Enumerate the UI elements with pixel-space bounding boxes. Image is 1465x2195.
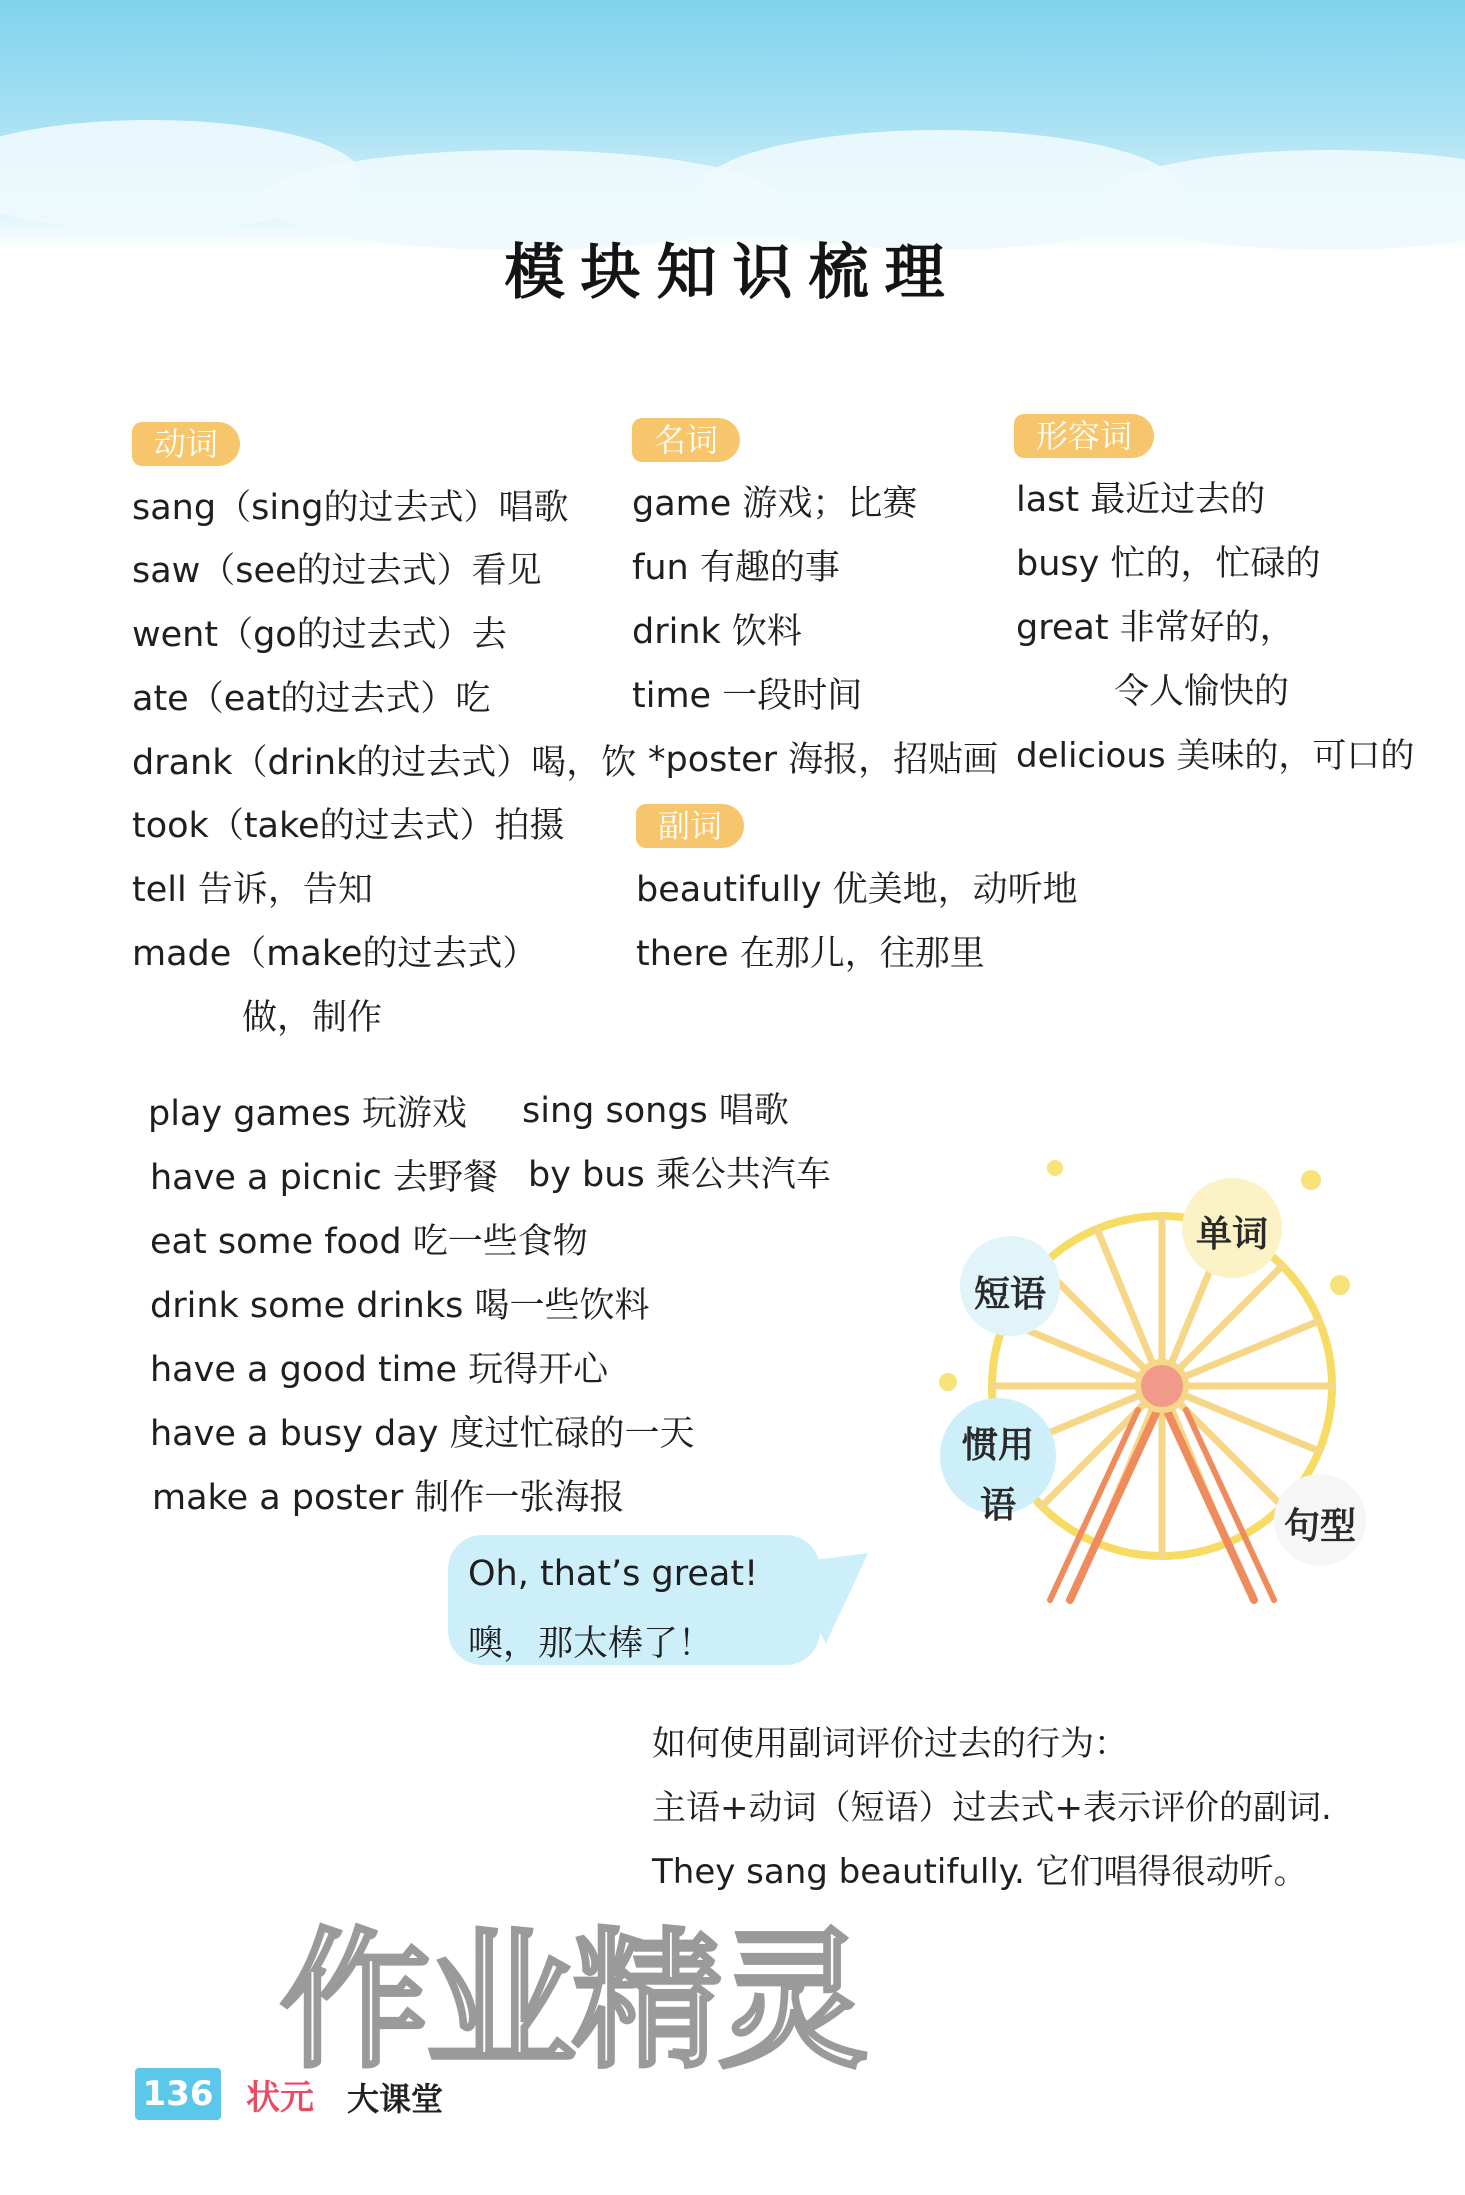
grammar-heading: 如何使用副词评价过去的行为： [652,1724,1128,1764]
page-number: 136 [135,2068,221,2120]
page-title: 模块知识梳理 [504,238,961,308]
phrase-item: eat some food 吃一些食物 [150,1222,588,1262]
verb-item: sang（sing的过去式）唱歌 [132,488,569,528]
wheel-label-words: 单词 [1195,1214,1268,1255]
bubble-english: Oh, that’s great! [468,1554,759,1594]
phrase-item: have a picnic 去野餐 [150,1158,499,1198]
noun-item: time 一段时间 [632,676,863,716]
watermark: 作业精灵 [280,1915,865,2089]
wheel-label-sentences: 句型 [1283,1506,1356,1547]
phrase-item: have a good time 玩得开心 [150,1350,609,1390]
tag-adverbs: 副词 [636,804,744,848]
noun-item: fun 有趣的事 [632,548,840,588]
phrase-item: by bus 乘公共汽车 [528,1155,831,1195]
phrase-item: drink some drinks 喝一些饮料 [150,1286,650,1326]
verb-item: drank（drink的过去式）喝，饮 [132,743,637,783]
phrase-item: play games 玩游戏 [148,1094,467,1134]
phrase-item: make a poster 制作一张海报 [152,1478,625,1518]
adjective-item: great 非常好的， [1016,608,1295,648]
brand-logo-text: 状元 [246,2078,314,2118]
adjective-item: delicious 美味的，可口的 [1016,736,1415,776]
noun-item: game 游戏；比赛 [632,484,918,524]
verb-item: made（make的过去式） [132,934,538,974]
ferris-wheel-diagram [900,1120,1370,1640]
adverb-item: beautifully 优美地，动听地 [636,870,1078,910]
phrase-item: sing songs 唱歌 [522,1091,789,1131]
ferris-wheel-icon [900,1120,1370,1640]
tag-nouns: 名词 [632,418,740,462]
brand-name: 大课堂 [347,2080,444,2118]
wheel-label-idioms: 惯用语 [961,1425,1034,1526]
wheel-label-phrases: 短语 [973,1274,1046,1315]
adverb-item: there 在那儿，往那里 [636,934,985,974]
adjective-item: 令人愉快的 [1114,672,1290,712]
verb-item: tell 告诉，告知 [132,870,373,910]
verb-item: ate（eat的过去式）吃 [132,679,491,719]
verb-item: took（take的过去式）拍摄 [132,806,565,846]
verb-item: went（go的过去式）去 [132,615,507,655]
phrase-item: have a busy day 度过忙碌的一天 [150,1414,695,1454]
grammar-rule: 主语+动词（短语）过去式+表示评价的副词. [652,1788,1332,1828]
adjective-item: last 最近过去的 [1016,480,1266,520]
verb-item: saw（see的过去式）看见 [132,551,542,591]
tag-adjectives: 形容词 [1014,414,1154,458]
verb-item: 做，制作 [242,998,383,1038]
noun-item: *poster 海报，招贴画 [648,740,999,780]
noun-item: drink 饮料 [632,612,802,652]
grammar-example: They sang beautifully. 它们唱得很动听。 [652,1852,1308,1892]
adjective-item: busy 忙的，忙碌的 [1016,544,1321,584]
tag-verbs: 动词 [132,422,240,466]
bubble-chinese: 噢，那太棒了！ [468,1624,714,1664]
